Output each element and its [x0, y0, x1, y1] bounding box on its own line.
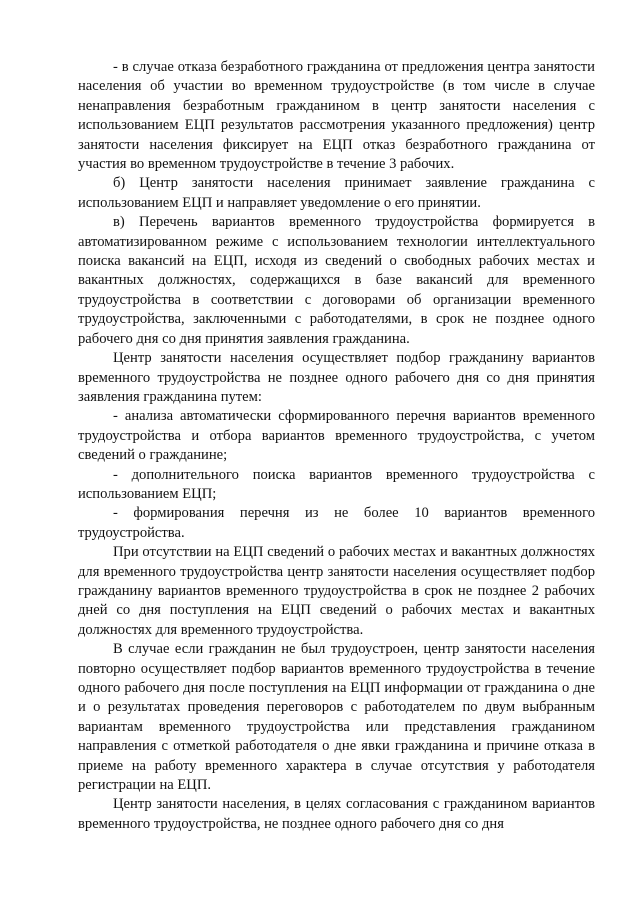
paragraph-coordination: Центр занятости населения, в целях согласования с гражданином вариантов временного трудоустройства, не позднее одного рабочего дня со дня — [78, 796, 595, 832]
paragraph-not-employed: В случае если гражданин не был трудоустроен, центр занятости населения повторно осуществляет подбор вариантов временного трудоустройства в течение одного рабочего дня после поступления на ЕЦП информации от гражданина о дне и о результатах проведения переговоров с работодателем по двум выбранным вариантам временного трудоустройства или представления гражданином направления с отметкой работодателя о дне явки гражданина и причине отказа в приеме на работу временного характера в случае отсутствия у работодателя регистрации на ЕЦП. — [78, 641, 595, 794]
paragraph-selection: Центр занятости населения осуществляет подбор гражданину вариантов временного трудоустройства не позднее одного рабочего дня со дня принятия заявления гражданина путем: — [78, 350, 595, 405]
paragraph-analysis: - анализа автоматически сформированного перечня вариантов временного трудоустройства и отбора вариантов временного трудоустройства, с учетом сведений о гражданине; — [78, 408, 595, 464]
paragraph-refusal: - в случае отказа безработного гражданина от предложения центра занятости населения об участии во временном трудоустройстве (в том числе в случае ненаправления безработным гражданином в центр занятости населения с использованием ЕЦП результатов рассмотрения указанного предложения) центр занятости населения фиксирует на ЕЦП отказ безработного гражданина от участия во временном трудоустройстве в течение 3 рабочих. — [78, 59, 595, 173]
document-page — [78, 58, 595, 834]
paragraph-list-formation: - формирования перечня из не более 10 вариантов временного трудоустройства. — [78, 505, 595, 541]
paragraph-no-data: При отсутствии на ЕЦП сведений о рабочих местах и вакантных должностях для временного трудоустройства центр занятости населения осуществляет подбор гражданину вариантов временного трудоустройства в срок не позднее 2 рабочих дней со дня поступления на ЕЦП сведений о рабочих местах и вакантных должностях для временного трудоустройства. — [78, 544, 595, 638]
paragraph-additional-search: - дополнительного поиска вариантов временного трудоустройства с использованием ЕЦП; — [78, 466, 595, 502]
paragraph-item-v: в) Перечень вариантов временного трудоустройства формируется в автоматизированном режиме с использованием технологии интеллектуального поиска вакансий на ЕЦП, исходя из сведений о свободных рабочих местах и вакантных должностях, содержащихся в базе вакансий для временного трудоустройства в соответствии с договорами об организации временного трудоустройства, заключенными с работодателями, в срок не позднее одного рабочего дня со дня принятия заявления гражданина. — [78, 214, 595, 347]
paragraph-item-b: б) Центр занятости населения принимает заявление гражданина с использованием ЕЦП и направляет уведомление о его принятии. — [78, 175, 595, 211]
